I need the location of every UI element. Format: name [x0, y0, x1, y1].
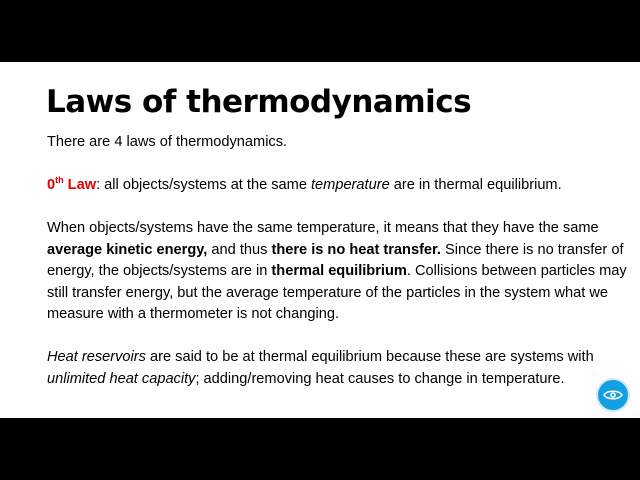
zeroth-law-text-b: are in thermal equilibrium. [389, 177, 562, 193]
explanation-bold-2: there is no heat transfer. [271, 241, 441, 258]
reservoirs-italic-1: Heat reservoirs [47, 349, 146, 365]
eye-icon [603, 388, 623, 402]
slide-title: Laws of thermodynamics [46, 84, 472, 120]
zeroth-law-number: 0 [47, 177, 56, 193]
zeroth-law-paragraph [47, 175, 627, 197]
reservoirs-text-1: are said to be at thermal equilibrium because these are systems with [145, 349, 594, 365]
explanation-paragraph [47, 218, 627, 326]
zeroth-law-emphasis: temperature [311, 177, 390, 193]
explanation-text-1: When objects/systems have the same temperature, it means that they have the same [47, 220, 599, 236]
reservoirs-paragraph [47, 347, 627, 390]
explanation-text-2: and thus [207, 241, 272, 258]
reservoirs-text-2: ; adding/removing heat causes to change in temperature. [195, 370, 565, 387]
slide-body [47, 132, 627, 390]
reservoirs-italic-2: unlimited heat capacity [47, 370, 196, 387]
explanation-text-4: . Collisions between particles may still transfer energy, but the average temperature of the particles in the system what we measure with a thermometer is not changing. [47, 263, 627, 322]
explanation-bold-3: thermal equilibrium [271, 263, 407, 279]
explanation-bold-1: average kinetic energy, [47, 241, 208, 258]
zeroth-law-text-a: : all objects/systems at the same [96, 177, 311, 193]
intro-text: There are 4 laws of thermodynamics. [47, 134, 288, 150]
zeroth-law-label [47, 177, 96, 193]
intro-paragraph [47, 132, 627, 154]
slide [0, 62, 640, 418]
zeroth-law-superscript: th [55, 175, 64, 186]
channel-logo[interactable] [598, 380, 628, 410]
zeroth-law-word: Law [63, 177, 97, 193]
explanation-text-3: Since there is no transfer of energy, the objects/systems are in [47, 241, 624, 279]
